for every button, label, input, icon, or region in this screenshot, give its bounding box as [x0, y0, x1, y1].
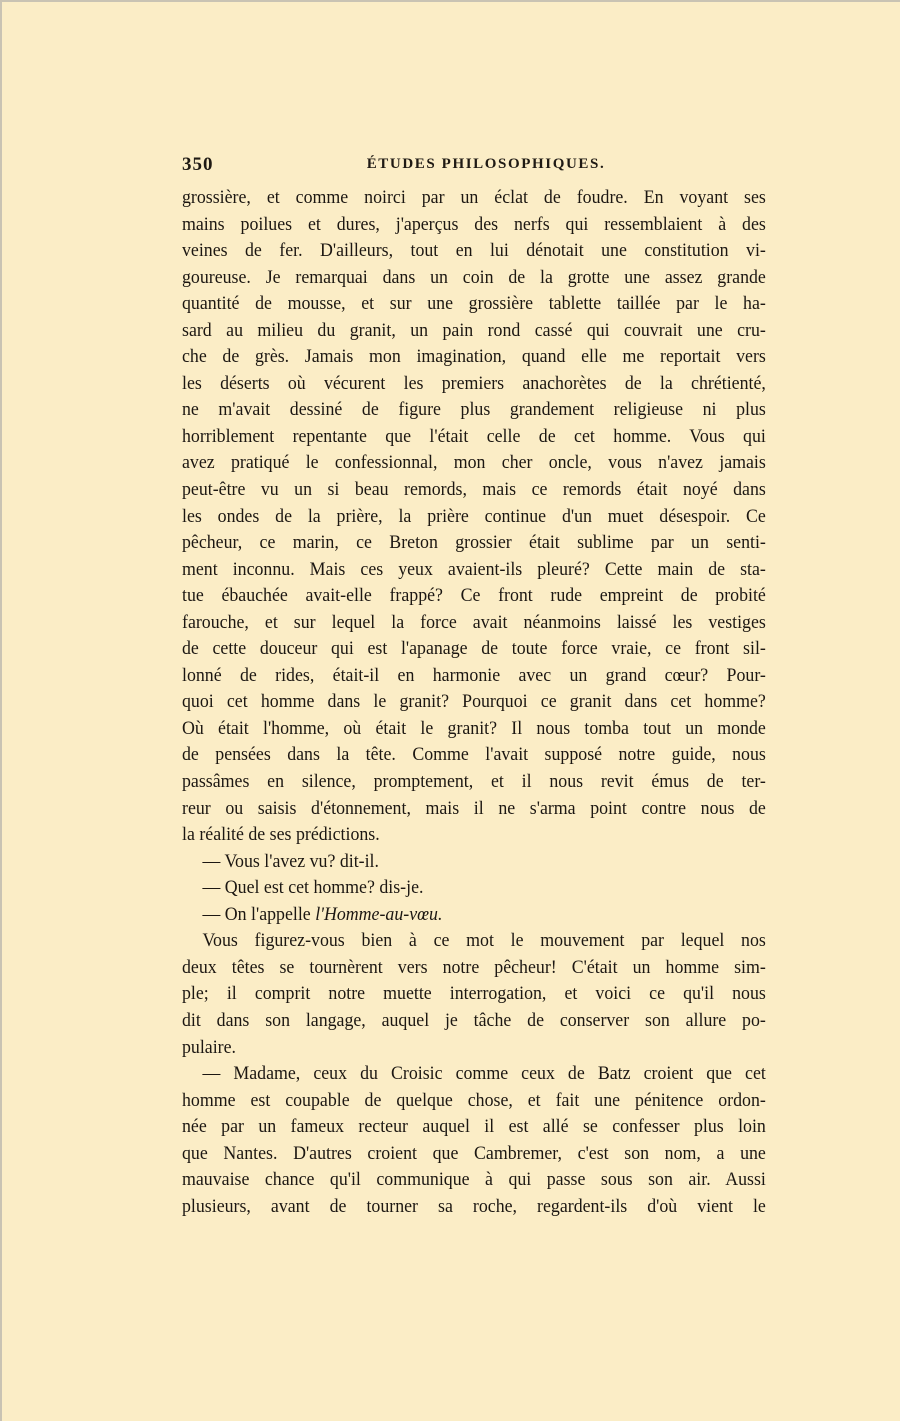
- text-line: ment inconnu. Mais ces yeux avaient-ils pleuré? Cette main de sta-: [182, 558, 766, 580]
- text-line: que Nantes. D'autres croient que Cambremer, c'est son nom, a une: [182, 1142, 766, 1164]
- text-line: farouche, et sur lequel la force avait néanmoins laissé les vestiges: [182, 611, 766, 633]
- text-line: Vous figurez-vous bien à ce mot le mouvement par lequel nos: [202, 930, 766, 952]
- text-line: pêcheur, ce marin, ce Breton grossier était sublime par un senti-: [182, 532, 766, 554]
- text-line: che de grès. Jamais mon imagination, quand elle me reportait vers: [182, 346, 766, 368]
- dialogue-line: — Quel est cet homme? dis-je.: [202, 877, 424, 899]
- text-line: Où était l'homme, où était le granit? Il nous tomba tout un monde: [182, 717, 766, 739]
- text-line: de cette douceur qui est l'apanage de toute force vraie, ce front sil-: [182, 638, 766, 660]
- text-line: deux têtes se tournèrent vers notre pêcheur! C'était un homme sim-: [182, 956, 766, 978]
- dialogue-line: — Vous l'avez vu? dit-il.: [202, 850, 379, 872]
- text-line: tue ébauchée avait-elle frappé? Ce front rude empreint de probité: [182, 585, 766, 607]
- text-line: quantité de mousse, et sur une grossière tablette taillée par le ha-: [182, 293, 766, 315]
- text-line: plusieurs, avant de tourner sa roche, regardent-ils d'où vient le: [182, 1195, 766, 1217]
- text-line: ple; il comprit notre muette interrogation, et voici ce qu'il nous: [182, 983, 766, 1005]
- text-line: reur ou saisis d'étonnement, mais il ne s'arma point contre nous de: [182, 797, 766, 819]
- running-title: ÉTUDES PHILOSOPHIQUES.: [366, 156, 606, 172]
- text-line: grossière, et comme noirci par un éclat de foudre. En voyant ses: [182, 187, 766, 208]
- dialogue-line: [182, 902, 766, 929]
- text-line: mains poilues et dures, j'aperçus des nerfs qui ressemblaient à des: [182, 213, 766, 235]
- text-line: peut-être vu un si beau remords, mais ce remords était noyé dans: [182, 479, 766, 501]
- text-line: lonné de rides, était-il en harmonie avec un grand cœur? Pour-: [182, 664, 766, 686]
- text-line: quoi cet homme dans le granit? Pourquoi ce granit dans cet homme?: [182, 691, 766, 713]
- text-line: — Madame, ceux du Croisic comme ceux de Batz croient que cet: [202, 1063, 766, 1085]
- text-line: veines de fer. D'ailleurs, tout en lui dénotait une constitution vi-: [182, 240, 766, 262]
- text-line: mauvaise chance qu'il communique à qui passe sous son air. Aussi: [182, 1169, 766, 1191]
- text-line: sard au milieu du granit, un pain rond cassé qui couvrait une cru-: [182, 319, 766, 341]
- text-line: horriblement repentante que l'était celle de cet homme. Vous qui: [182, 425, 766, 447]
- running-head: [182, 154, 766, 180]
- text-line: les déserts où vécurent les premiers anachorètes de la chrétienté,: [182, 372, 766, 394]
- dialogue-text: — On l'appelle: [202, 903, 316, 925]
- text-line: ne m'avait dessiné de figure plus grandement religieuse ni plus: [182, 399, 766, 421]
- text-line: de pensées dans la tête. Comme l'avait supposé notre guide, nous: [182, 744, 766, 766]
- text-line: dit dans son langage, auquel je tâche de conserver son allure po-: [182, 1009, 766, 1031]
- text-line: les ondes de la prière, la prière continue d'un muet désespoir. Ce: [182, 505, 766, 527]
- italic-name: l'Homme-au-vœu.: [315, 903, 443, 925]
- text-line: avez pratiqué le confessionnal, mon cher oncle, vous n'avez jamais: [182, 452, 766, 474]
- text-line: pulaire.: [182, 1036, 237, 1058]
- page-number: 350: [182, 154, 214, 175]
- text-line: la réalité de ses prédictions.: [182, 824, 380, 846]
- text-line: passâmes en silence, promptement, et il nous revit émus de ter-: [182, 771, 766, 793]
- text-line: homme est coupable de quelque chose, et fait une pénitence ordon-: [182, 1089, 766, 1111]
- text-line: née par un fameux recteur auquel il est allé se confesser plus loin: [182, 1116, 766, 1138]
- text-line: goureuse. Je remarquai dans un coin de la grotte une assez grande: [182, 266, 766, 288]
- body-text: [182, 185, 766, 1220]
